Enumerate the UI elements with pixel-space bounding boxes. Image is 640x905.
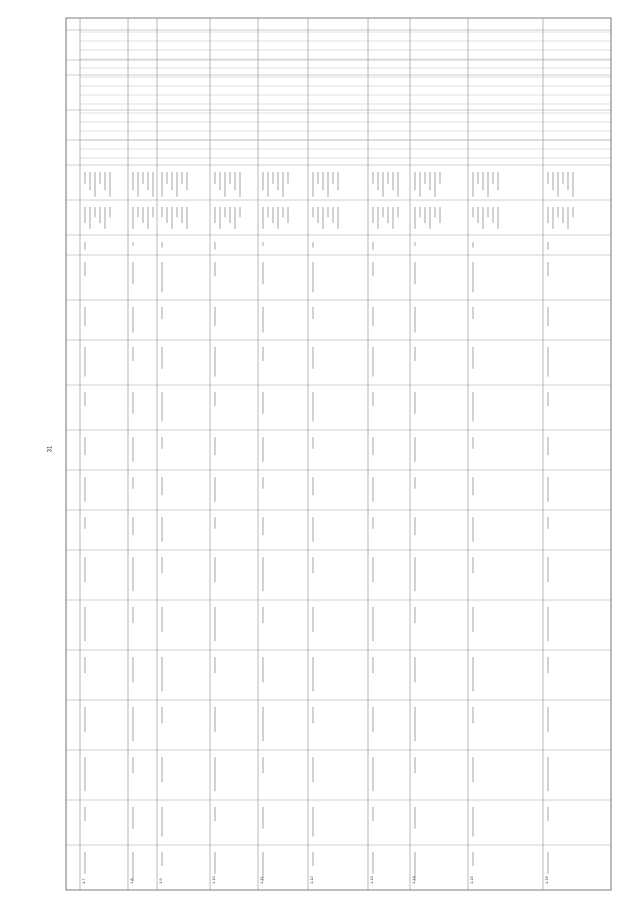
page-number: 31: [47, 445, 54, 453]
row-number: 1.14: [411, 876, 416, 884]
row-dividers: [66, 18, 611, 890]
row-number: 1.10: [211, 876, 216, 884]
row-number: 1.8: [129, 878, 134, 884]
table-cells: [81, 172, 573, 884]
row-number: 1.15: [469, 876, 474, 884]
column-dividers: [66, 18, 611, 890]
row-number: 1.16: [544, 876, 549, 884]
row-number: 1.12: [309, 876, 314, 884]
row-number: 1.13: [369, 876, 374, 884]
row-number: 1.11: [259, 876, 264, 884]
table-frame: [66, 18, 611, 890]
row-number: 1.7: [81, 878, 86, 884]
row-number: 1.9: [158, 878, 163, 884]
